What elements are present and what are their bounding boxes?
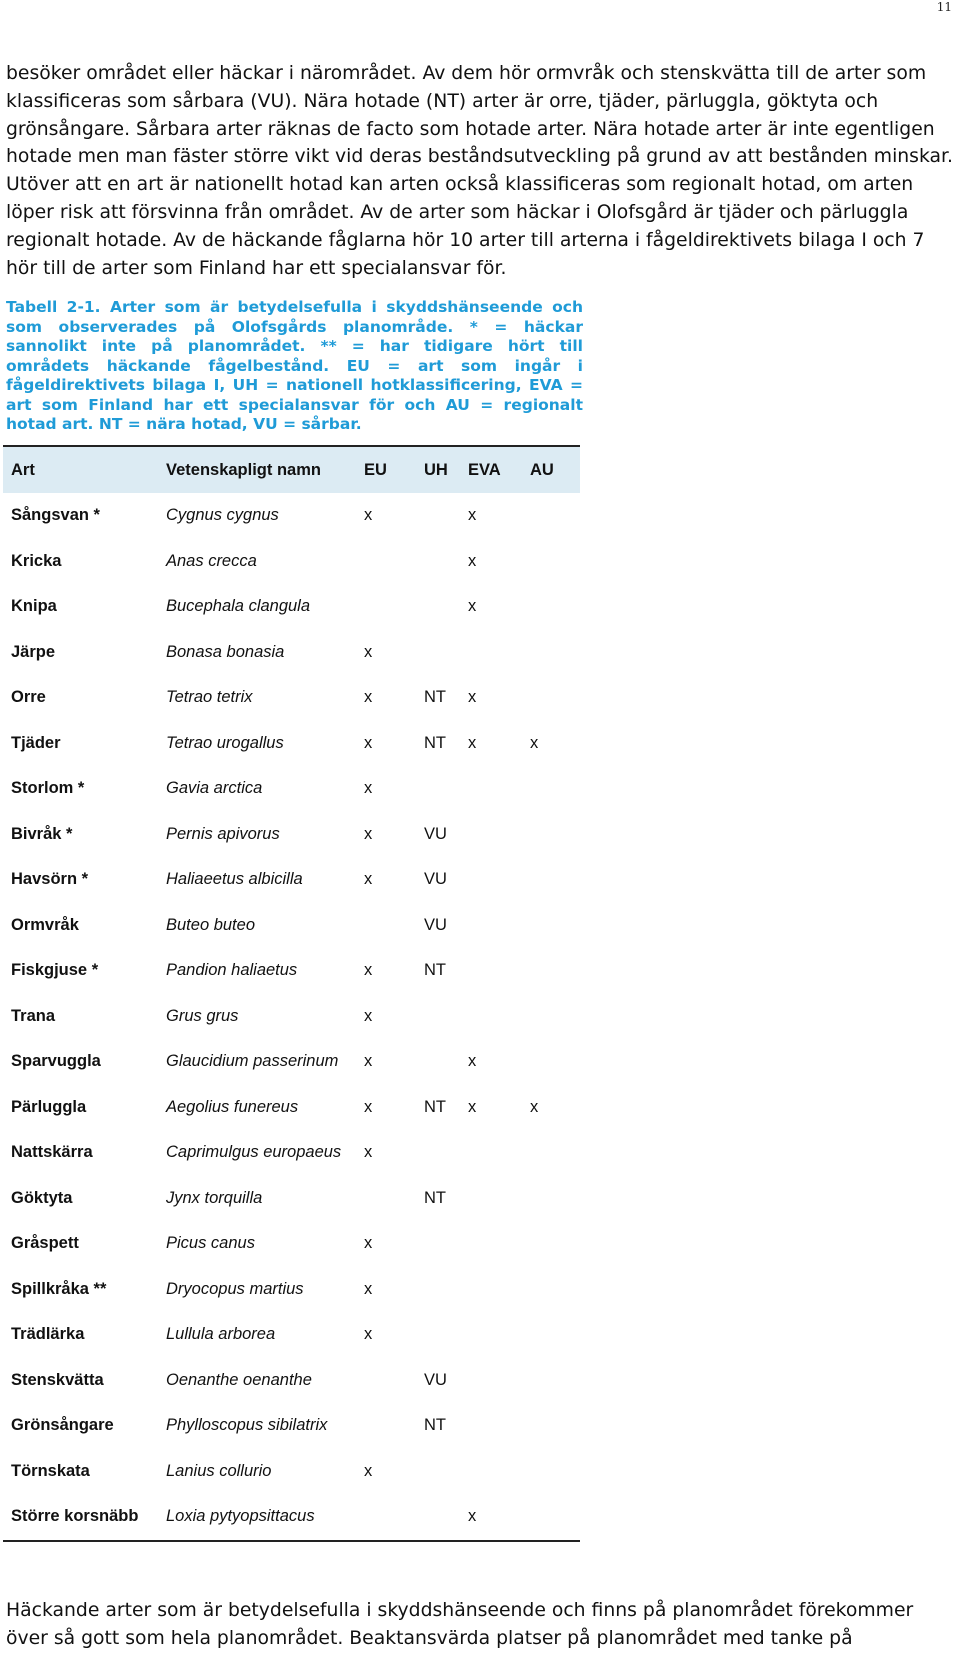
cell-vet: Buteo buteo [166, 915, 255, 934]
cell-vet: Picus canus [166, 1234, 255, 1253]
cell-eva: x [468, 733, 477, 752]
body-paragraph: besöker området eller häckar i närområdet. Av dem hör ormvråk och stenskvätta till de arter som klassificeras som sårbara (VU). Nära hotade (NT) arter är orre, tjäder, pärluggla, göktyta och grönsångare. Sårbara arter räknas de facto som hotade arter. Nära hotade arter är inte egentligen hotade men man fäster större vikt vid deras beståndsutveckling på grund av att bestånden minskar. Utöver att en art är nationellt hotad kan arten också klassificeras som regionalt hotad, om arten löper risk att försvinna från området. Av de arter som häckar i Olofsgård är tjäder och pärluggla regionalt hotade. Av de häckande fåglarna hör 10 arter till arterna i fågeldirektivets bilaga I och 7 hör till de arter som Finland har ett specialansvar för. [6, 63, 953, 279]
cell-vet: Glaucidium passerinum [166, 1052, 339, 1071]
table-row [3, 857, 580, 903]
cell-art: Bivråk * [11, 824, 73, 843]
cell-eu: x [364, 1097, 373, 1116]
cell-vet: Loxia pytyopsittacus [158, 1494, 356, 1541]
cell-art: Storlom * [11, 779, 85, 798]
cell-eva [460, 812, 522, 858]
cell-art: Sångsvan * [11, 506, 100, 525]
cell-uh [416, 584, 460, 630]
cell-au [522, 1358, 580, 1404]
table-row [3, 584, 580, 630]
cell-uh [416, 1267, 460, 1313]
cell-eva: x [468, 506, 477, 525]
cell-vet: Oenanthe oenanthe [166, 1370, 312, 1389]
cell-eu: x [364, 506, 373, 525]
cell-vet: Aegolius funereus [166, 1097, 299, 1116]
cell-eva [460, 1267, 522, 1313]
cell-uh: NT [424, 733, 446, 752]
cell-eu: x [364, 824, 373, 843]
cell-eva [460, 948, 522, 994]
header-uh: UH [416, 446, 460, 493]
cell-uh [416, 1494, 460, 1541]
cell-eu: x [364, 1279, 373, 1298]
cell-eu: x [364, 1143, 373, 1162]
cell-art: Tjäder [11, 733, 61, 752]
table-row [3, 766, 580, 812]
cell-eva [460, 766, 522, 812]
cell-au [522, 1130, 580, 1176]
species-table [3, 445, 580, 1542]
cell-au [522, 1176, 580, 1222]
table-row [3, 1176, 580, 1222]
cell-art: Göktyta [11, 1188, 73, 1207]
table-row [3, 1085, 580, 1131]
cell-eva [460, 1221, 522, 1267]
cell-au [522, 1494, 580, 1541]
cell-eu: x [364, 779, 373, 798]
cell-art: Orre [11, 688, 46, 707]
cell-vet: Pandion haliaetus [166, 961, 298, 980]
table-row [3, 539, 580, 585]
header-eu: EU [356, 446, 416, 493]
cell-eva: x [468, 597, 477, 616]
cell-au [522, 1403, 580, 1449]
table-header-row [3, 446, 580, 493]
cell-eu: x [364, 1461, 373, 1480]
cell-art: Nattskärra [11, 1143, 93, 1162]
cell-uh [416, 1039, 460, 1085]
table-row [3, 1449, 580, 1495]
cell-vet: Dryocopus martius [166, 1279, 304, 1298]
cell-uh [416, 493, 460, 539]
cell-uh [416, 1221, 460, 1267]
cell-au [522, 1312, 580, 1358]
cell-art: Större korsnäbb [3, 1494, 158, 1541]
cell-eva [460, 1358, 522, 1404]
cell-art: Pärluggla [11, 1097, 87, 1116]
cell-eu: x [364, 688, 373, 707]
cell-art: Trana [11, 1006, 56, 1025]
table-caption [6, 298, 583, 435]
header-art: Art [3, 446, 158, 493]
cell-eu: x [364, 642, 373, 661]
cell-vet: Lanius collurio [166, 1461, 272, 1480]
cell-eva [460, 1176, 522, 1222]
table-row [3, 994, 580, 1040]
cell-eva [460, 1449, 522, 1495]
table-row [3, 1039, 580, 1085]
cell-uh: NT [424, 1188, 446, 1207]
cell-eu: x [364, 961, 373, 980]
cell-vet: Lullula arborea [166, 1325, 276, 1344]
cell-uh [416, 1312, 460, 1358]
cell-au: x [530, 733, 539, 752]
cell-au [522, 1039, 580, 1085]
cell-au [522, 1449, 580, 1495]
cell-vet: Bucephala clangula [166, 597, 311, 616]
cell-uh: VU [424, 824, 447, 843]
cell-uh: VU [424, 870, 447, 889]
cell-eu: x [364, 1325, 373, 1344]
cell-vet: Grus grus [166, 1006, 239, 1025]
cell-art: Ormvråk [11, 915, 79, 934]
cell-uh [416, 1130, 460, 1176]
table-row [3, 1403, 580, 1449]
cell-art: Stenskvätta [11, 1370, 104, 1389]
cell-eva [460, 994, 522, 1040]
cell-eva: x [468, 1097, 477, 1116]
cell-uh [416, 766, 460, 812]
cell-art: Knipa [11, 597, 57, 616]
cell-au [522, 675, 580, 721]
table-row [3, 1358, 580, 1404]
table-row [3, 948, 580, 994]
cell-vet: Cygnus cygnus [166, 506, 279, 525]
table-row [3, 1312, 580, 1358]
cell-eva [460, 857, 522, 903]
cell-uh [416, 1449, 460, 1495]
cell-au [522, 766, 580, 812]
cell-art: Kricka [11, 551, 62, 570]
cell-uh: NT [424, 1416, 446, 1435]
cell-au [522, 812, 580, 858]
table-row [3, 721, 580, 767]
page-number: 11 [936, 0, 952, 14]
cell-eva [460, 1403, 522, 1449]
header-au: AU [522, 446, 580, 493]
caption-text: Arter som är betydelsefulla i skyddshänseende och som observerades på Olofsgårds planområde. * = häckar sannolikt inte på planområdet. ** = har tidigare hört till områdets häckande fågelbestånd. EU = art som ingår i fågeldirektivets bilaga I, UH = nationell hotklassificering, EVA = art som Finland har ett specialansvar för och AU = regionalt hotad art. NT = nära hotad, VU = sårbar. [6, 298, 583, 433]
cell-eu: x [364, 1052, 373, 1071]
cell-vet: Haliaeetus albicilla [166, 870, 303, 889]
cell-uh [416, 994, 460, 1040]
footer-paragraph: Häckande arter som är betydelsefulla i skyddshänseende och finns på planområdet förekommer över så gott som hela planområdet. Beaktansvärda platser på planområdet med tanke på [6, 1600, 914, 1649]
cell-au [522, 994, 580, 1040]
table-row [3, 1494, 580, 1541]
cell-au: x [530, 1097, 539, 1116]
cell-uh [416, 630, 460, 676]
cell-art: Sparvuggla [11, 1052, 101, 1071]
header-vetenskapligt-namn: Vetenskapligt namn [158, 446, 356, 493]
cell-au [522, 948, 580, 994]
cell-vet: Bonasa bonasia [166, 642, 285, 661]
cell-eu: x [364, 1234, 373, 1253]
cell-eu: x [364, 870, 373, 889]
caption-label: Tabell 2-1. [6, 298, 101, 316]
cell-uh: NT [424, 961, 446, 980]
cell-art: Gråspett [11, 1234, 79, 1253]
cell-au [522, 1221, 580, 1267]
cell-vet: Anas crecca [166, 551, 257, 570]
cell-vet: Pernis apivorus [166, 824, 280, 843]
cell-uh: NT [424, 1097, 446, 1116]
cell-eu: x [364, 733, 373, 752]
cell-au [522, 584, 580, 630]
cell-art: Fiskgjuse * [11, 961, 99, 980]
table-row [3, 812, 580, 858]
cell-au [522, 1267, 580, 1313]
cell-vet: Phylloscopus sibilatrix [166, 1416, 328, 1435]
cell-eu [356, 584, 416, 630]
cell-vet: Gavia arctica [166, 779, 263, 798]
cell-eu [356, 1403, 416, 1449]
cell-art: Grönsångare [11, 1416, 114, 1435]
cell-art: Spillkråka ** [11, 1279, 107, 1298]
cell-art: Havsörn * [11, 870, 89, 889]
cell-vet: Caprimulgus europaeus [166, 1143, 342, 1162]
table-row [3, 1130, 580, 1176]
cell-eva [460, 1130, 522, 1176]
cell-eva: x [468, 1052, 477, 1071]
cell-uh: NT [424, 688, 446, 707]
cell-eva [460, 630, 522, 676]
cell-uh: VU [424, 1370, 447, 1389]
cell-au [522, 630, 580, 676]
cell-vet: Jynx torquilla [166, 1188, 263, 1207]
cell-eva [460, 903, 522, 949]
table-row [3, 1267, 580, 1313]
cell-eva: x [468, 551, 477, 570]
cell-eu [356, 903, 416, 949]
cell-eu: x [364, 1006, 373, 1025]
cell-art: Järpe [11, 642, 56, 661]
cell-eva [460, 1312, 522, 1358]
header-eva: EVA [460, 446, 522, 493]
cell-eva: x [460, 1494, 522, 1541]
table-row [3, 903, 580, 949]
cell-eu [356, 1176, 416, 1222]
cell-uh [416, 539, 460, 585]
table-row [3, 675, 580, 721]
cell-eva: x [468, 688, 477, 707]
table-row [3, 493, 580, 539]
table-row [3, 630, 580, 676]
cell-art: Trädlärka [11, 1325, 85, 1344]
cell-au [522, 903, 580, 949]
table-row [3, 1221, 580, 1267]
cell-eu [356, 1494, 416, 1541]
cell-vet: Tetrao urogallus [166, 733, 284, 752]
cell-vet: Tetrao tetrix [166, 688, 253, 707]
cell-eu [356, 539, 416, 585]
cell-au [522, 493, 580, 539]
cell-au [522, 857, 580, 903]
cell-au [522, 539, 580, 585]
cell-uh: VU [424, 915, 447, 934]
cell-art: Törnskata [11, 1461, 90, 1480]
cell-eu [356, 1358, 416, 1404]
